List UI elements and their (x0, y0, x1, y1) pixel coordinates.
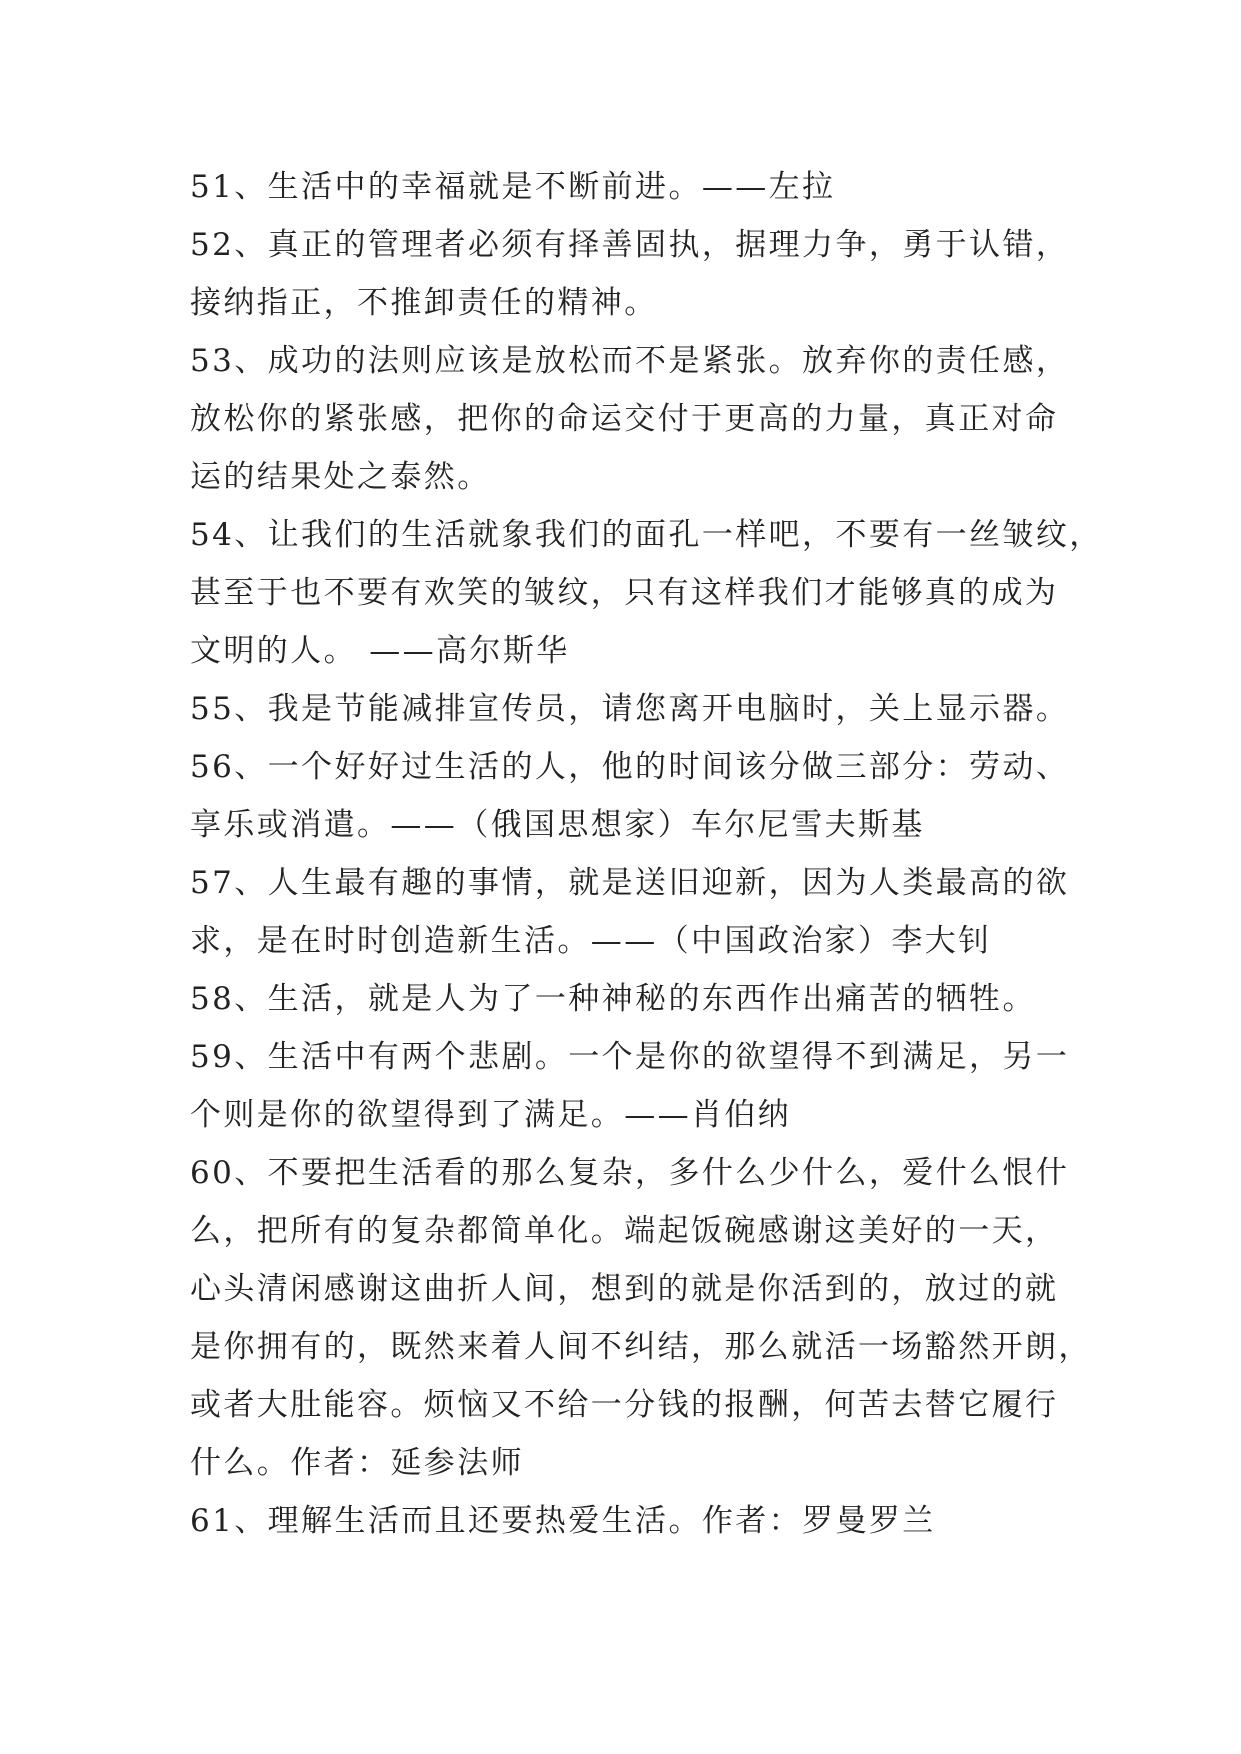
text-line: 或者大肚能容。烦恼又不给一分钱的报酬，何苦去替它履行 (190, 1387, 1059, 1423)
text-line: 51、生活中的幸福就是不断前进。——左拉 (190, 169, 836, 205)
text-line: 求，是在时时创造新生活。——（中国政治家）李大钊 (190, 923, 992, 959)
text-line: 59、生活中有两个悲剧。一个是你的欲望得不到满足，另一 (190, 1039, 1070, 1075)
text-line: 56、一个好好过生活的人，他的时间该分做三部分：劳动、 (190, 749, 1070, 785)
text-line: 心头清闲感谢这曲折人间，想到的就是你活到的，放过的就 (190, 1271, 1059, 1307)
text-line: 54、让我们的生活就象我们的面孔一样吧，不要有一丝皱纹， (190, 517, 1103, 553)
text-line: 60、不要把生活看的那么复杂，多什么少什么，爱什么恨什 (190, 1155, 1070, 1191)
text-line: 个则是你的欲望得到了满足。——肖伯纳 (190, 1097, 792, 1133)
text-line: 享乐或消遣。——（俄国思想家）车尔尼雪夫斯基 (190, 807, 925, 843)
text-line: 是你拥有的，既然来着人间不纠结，那么就活一场豁然开朗， (190, 1329, 1092, 1365)
text-line: 放松你的紧张感，把你的命运交付于更高的力量，真正对命 (190, 401, 1059, 437)
text-line: 什么。作者：延参法师 (190, 1445, 524, 1481)
quote-text-block (190, 158, 1103, 1550)
text-line: 接纳指正，不推卸责任的精神。 (190, 285, 658, 321)
text-line: 么，把所有的复杂都简单化。端起饭碗感谢这美好的一天， (190, 1213, 1059, 1249)
text-line: 52、真正的管理者必须有择善固执，据理力争，勇于认错， (190, 227, 1070, 263)
text-line: 运的结果处之泰然。 (190, 459, 491, 495)
text-line: 58、生活，就是人为了一种神秘的东西作出痛苦的牺牲。 (190, 981, 1036, 1017)
text-line: 55、我是节能减排宣传员，请您离开电脑时，关上显示器。 (190, 691, 1070, 727)
text-line: 57、人生最有趣的事情，就是送旧迎新，因为人类最高的欲 (190, 865, 1070, 901)
text-line: 文明的人。 ——高尔斯华 (190, 633, 570, 669)
text-line: 61、理解生活而且还要热爱生活。作者：罗曼罗兰 (190, 1503, 936, 1539)
text-line: 甚至于也不要有欢笑的皱纹，只有这样我们才能够真的成为 (190, 575, 1059, 611)
text-line: 53、成功的法则应该是放松而不是紧张。放弃你的责任感， (190, 343, 1070, 379)
